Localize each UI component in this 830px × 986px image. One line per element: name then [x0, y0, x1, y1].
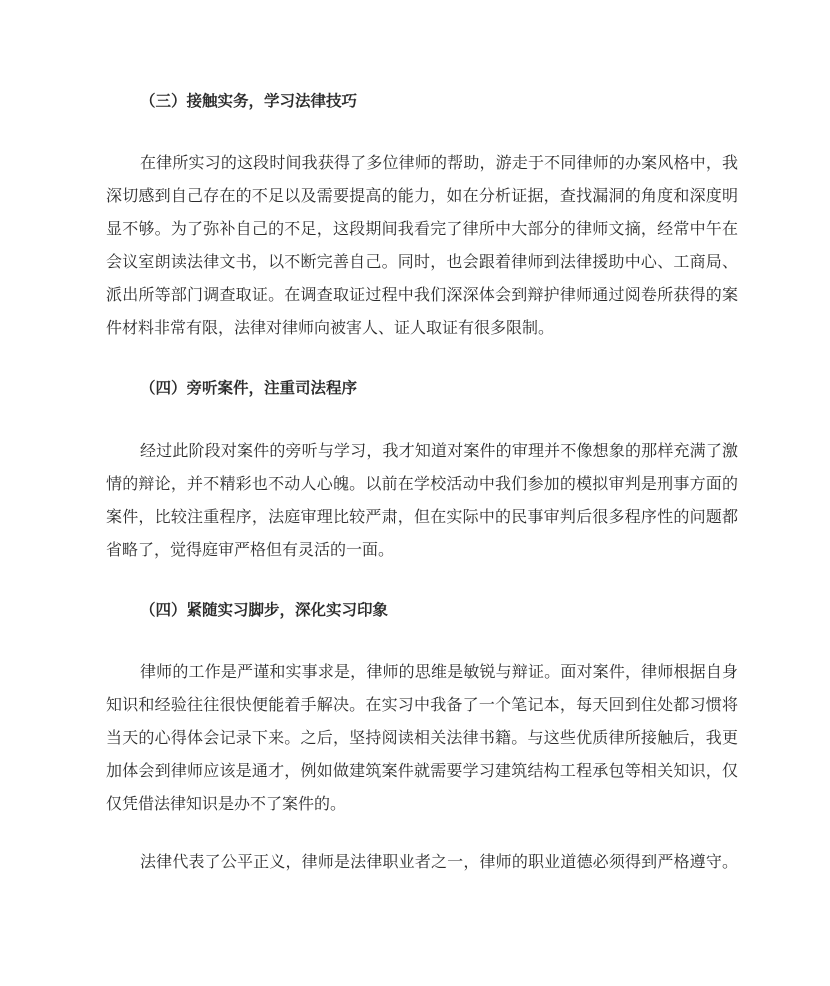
- paragraph-1: [106, 146, 738, 344]
- text-line: 当天的心得体会记录下来。之后，坚持阅读相关法律书籍。与这些优质律所接触后，我更: [106, 728, 738, 747]
- closing-paragraph: [106, 845, 738, 878]
- text-line: 在律所实习的这段时间我获得了多位律师的帮助，游走于不同律师的办案风格中，我: [140, 153, 738, 172]
- paragraph-2: [106, 434, 738, 566]
- text-line: 派出所等部门调查取证。在调查取证过程中我们深深体会到辩护律师通过阅卷所获得的案: [106, 285, 738, 304]
- section-heading-3: （四）紧随实习脚步，深化实习印象: [140, 601, 389, 619]
- text-line: 仅凭借法律知识是办不了案件的。: [106, 794, 347, 813]
- text-line: 情的辩论，并不精彩也不动人心魄。以前在学校活动中我们参加的模拟审判是刑事方面的: [106, 474, 738, 493]
- section-heading-2: （四）旁听案件，注重司法程序: [140, 379, 358, 397]
- section-heading-1: （三）接触实务，学习法律技巧: [140, 92, 358, 110]
- paragraph-3: [106, 655, 738, 820]
- text-line: 经过此阶段对案件的旁听与学习，我才知道对案件的审理并不像想象的那样充满了激: [140, 441, 738, 460]
- text-line: 省略了，觉得庭审严格但有灵活的一面。: [106, 540, 395, 559]
- text-line: 律师的工作是严谨和实事求是，律师的思维是敏锐与辩证。面对案件，律师根据自身: [140, 662, 738, 681]
- text-line: 深切感到自己存在的不足以及需要提高的能力，如在分析证据，查找漏洞的角度和深度明: [106, 186, 738, 205]
- text-line: 案件，比较注重程序，法庭审理比较严肃，但在实际中的民事审判后很多程序性的问题都: [106, 507, 738, 526]
- text-line: 会议室朗读法律文书，以不断完善自己。同时，也会跟着律师到法律援助中心、工商局、: [106, 252, 738, 271]
- text-line: 知识和经验往往很快便能着手解决。在实习中我备了一个笔记本，每天回到住处都习惯将: [106, 695, 738, 714]
- text-line: 件材料非常有限，法律对律师向被害人、证人取证有很多限制。: [106, 318, 555, 337]
- text-line: 法律代表了公平正义，律师是法律职业者之一，律师的职业道德必须得到严格遵守。: [140, 852, 738, 871]
- text-line: 显不够。为了弥补自己的不足，这段期间我看完了律所中大部分的律师文摘，经常中午在: [106, 219, 738, 238]
- text-line: 加体会到律师应该是通才，例如做建筑案件就需要学习建筑结构工程承包等相关知识，仅: [106, 761, 738, 780]
